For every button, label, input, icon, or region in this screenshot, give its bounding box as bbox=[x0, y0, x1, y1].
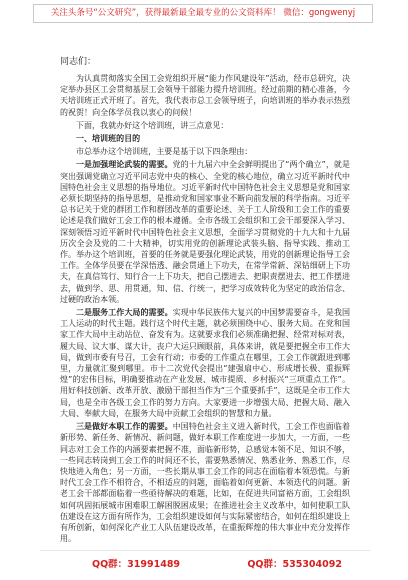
subsection-1 bbox=[60, 159, 350, 305]
document-body bbox=[60, 56, 350, 544]
subsection-3 bbox=[60, 421, 350, 544]
footer-divider bbox=[40, 550, 370, 551]
salutation: 同志们： bbox=[60, 57, 97, 67]
footer-qq-group-1: QQ群：31991489 bbox=[92, 559, 181, 570]
subsection-2-heading: 二是服务工作大局的需要。 bbox=[76, 308, 173, 318]
subsection-1-body: 党的十九届六中全会鲜明提出了“两个确立”，就是突出强调党确立习近平同志党中央的核心、全党的核心地位，确立习近平新时代中国特色社会主义思想的指导地位。习近平新时代中国特色社会主义思想是党和国家必须长期坚持的指导思想，是推动党和国家事业不断向前发展的科学指南。习近平总书记关于党的群团工作和群团改革的重要论述、关于工人阶级和工会工作的重要论述是我们做好工会工作的根本遵循。全市各级工会组织和工会干部要深入学习、深刻领悟习近平新时代中国特色社会主义思想，全面学习贯彻党的十九大和十九届历次全会及党的二十大精神，切实用党的创新理论武装头脑、指导实践、推动工作。举办这个培训班，首要的任务就是要强化理论武装，用党的创新理论指导工会工作。全体学员要在学深悟透、融会贯通上下功夫，在常学常新、深钻细研上下功夫，在真信笃行、知行合一上下功夫，把自己摆进去、把职责摆进去、把工作摆进去，做到学、思、用贯通，知、信、行统一，把学习成效转化为坚定的政治信念、过硬的政治本领。 bbox=[60, 160, 350, 304]
footer-qq-group-2: QQ群：535304092 bbox=[247, 559, 342, 570]
opening-paragraph: 为认真贯彻落实全国工会党组织开展“能力作风建设年”活动，经市总研究，决定举办县区工会贯彻基层工会领导干部能力提升培训班。经过前期的精心准备，今天培训班正式开班了。首先，我代表市总工会领导班子，向培训班的举办表示热烈的祝贺！向全体学员我以衷心的问候！ bbox=[60, 74, 350, 117]
promo-banner bbox=[33, 4, 373, 23]
subsection-2 bbox=[60, 307, 350, 419]
subsection-3-body: 中国特色社会主义进入新时代，工会工作也面临着新形势、新任务、新情况、新问题，做好本职工作难度进一步加大，一方面，一些同志对工会工作的内涵要素把握不准，面临新形势，总感觉本领不足、知识不够，一些同志转岗到工会工作的时间还不长，需要熟悉情况、熟悉业务、熟悉工作，尽快地进入角色；另一方面，一些长期从事工会工作的同志在面临着本领恐慌。与新时代工会工作不相符合，不相适应的问题，面临着如何更新、本领迭代的问题。新老工会干部都面临着一些亟待解决的难题，比如，在促进共同富裕方面，工会组织如何巩固拓展城市困难职工解困脱困成果；在推进社会主义改革中，如何使职工队伍建设在这方面有所作为，工会组织建设如何与实际紧密结合，如何在组织建设上有所创新，如何深化产业工人队伍建设改革，在重振辉煌的伟大事业中充分发挥作用。 bbox=[60, 422, 350, 544]
subsection-2-body: 实现中华民族伟大复兴的中国梦需要奋斗，是我国工人运动的时代主题。践行这个时代主题，就必须围绕中心、服务大局。在党和国家工作大局中主动站位、奋发有为。这就要求我们必须准确把握、经常对标对表，履大局、议大事、谋大计，丧户大运只顾眼前，具体来讲，就是要把握全市工作大局，做到市委有号召，工会有行动；市委的工作重点在哪里，工会工作就跟进到哪里，力量就汇聚到哪里。市十二次党代会提出“建强扇中心、形成增长极、重振辉煌”的宏伟目标，明确要推动在产业发展、城市提质、乡村振兴“三项重点工作”。用好科技创新、改革开放、激励干部担当作为“三个重要抓手”，这既是全市工作大局，也是全市各级工会工作的努力方向。大家要进一步增强大局、把握大局、融入大局、奉献大局，在服务大局中贡献工会组织的智慧和力量。 bbox=[60, 308, 350, 418]
section-heading: 一、培训班的目的 bbox=[76, 134, 141, 144]
subsection-1-heading: 一是加强理论武装的需要。 bbox=[76, 160, 173, 170]
promo-banner-text: 关注头条号“公文研究”，获得最新最全最专业的公文资料库！ 微信：gongwenyj bbox=[50, 8, 356, 18]
outline-paragraph: 下面，我就办好这个培训班，讲三点意见： bbox=[76, 120, 229, 130]
section-intro: 市总举办这个培训班，主要是基于以下四条理由： bbox=[76, 147, 253, 157]
subsection-3-heading: 三是做好本职工作的需要。 bbox=[76, 422, 173, 432]
footer bbox=[92, 556, 342, 570]
